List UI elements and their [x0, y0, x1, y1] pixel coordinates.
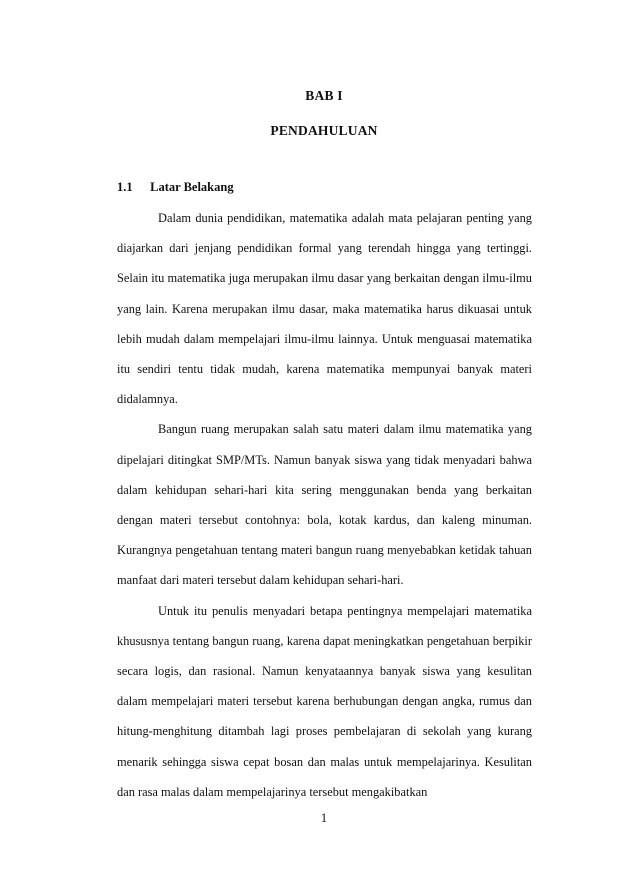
section-heading [117, 180, 234, 195]
section-number: 1.1 [117, 180, 133, 194]
paragraph: Bangun ruang merupakan salah satu materi dalam ilmu matematika yang dipelajari ditingkat SMP/MTs. Namun banyak siswa yang tidak menyadari bahwa dalam kehidupan sehari-hari kita sering menggunakan benda yang berkaitan dengan materi tersebut contohnya: bola, kotak kardus, dan kaleng minuman. Kurangnya pengetahuan tentang materi bangun ruang menyebabkan ketidak tahuan manfaat dari materi tersebut dalam kehidupan sehari-hari. [117, 422, 532, 588]
chapter-title: PENDAHULUAN [270, 123, 378, 138]
paragraph: Dalam dunia pendidikan, matematika adalah mata pelajaran penting yang diajarkan dari jenjang pendidikan formal yang terendah hingga yang tertinggi. Selain itu matematika juga merupakan ilmu dasar yang berkaitan dengan ilmu-ilmu yang lain. Karena merupakan ilmu dasar, maka matematika harus dikuasai untuk lebih mudah dalam mempelajari ilmu-ilmu lainnya. Untuk menguasai matematika itu sendiri tentu tidak mudah, karena matematika mempunyai banyak materi didalamnya. [117, 211, 532, 407]
chapter-number: BAB I [305, 88, 343, 103]
section-title: Latar Belakang [150, 180, 234, 194]
page-number: 1 [320, 811, 328, 825]
paragraph: Untuk itu penulis menyadari betapa pentingnya mempelajari matematika khususnya tentang bangun ruang, karena dapat meningkatkan pengetahuan berpikir secara logis, dan rasional. Namun kenyataannya banyak siswa yang kesulitan dalam mempelajari materi tersebut karena berhubungan dengan angka, rumus dan hitung-menghitung ditambah lagi proses pembelajaran di sekolah yang kurang menarik sehingga siswa cepat bosan dan malas untuk mempelajarinya. Kesulitan dan rasa malas dalam mempelajarinya tersebut mengakibatkan [117, 603, 532, 799]
body-text [117, 203, 532, 807]
